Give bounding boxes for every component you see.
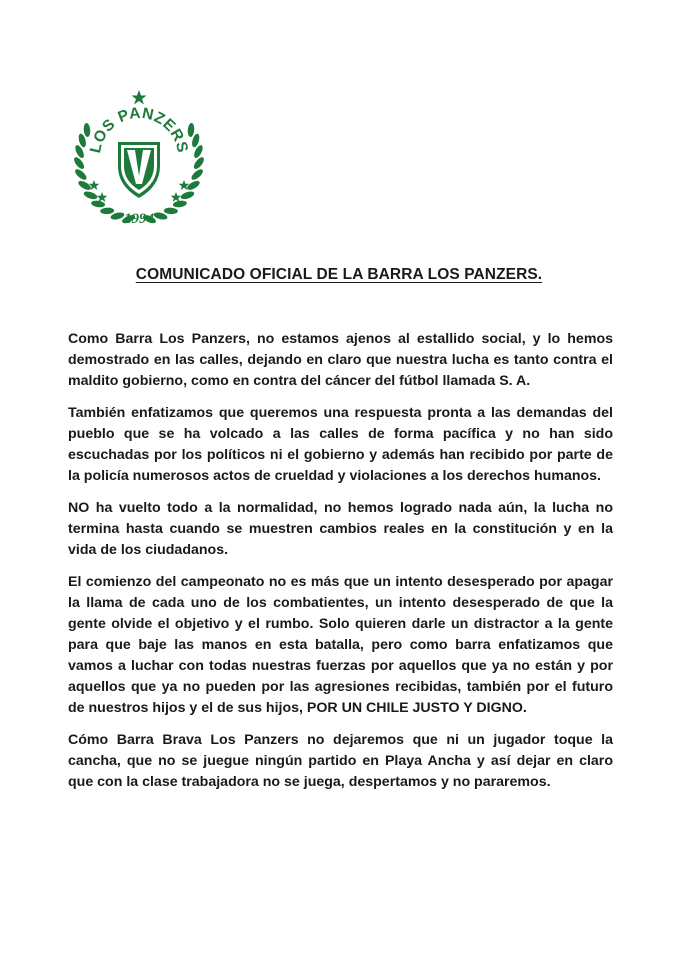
shield-emblem-icon [118,142,160,198]
paragraph: Cómo Barra Brava Los Panzers no dejaremos que ni un jugador toque la cancha, que no se juegue ningún partido en Playa Ancha y así dejar en claro que con la clase trabajadora no se juega, despertamos y no pararemos. [68,732,613,790]
logo-text-top: LOS PANZERS [87,104,191,155]
page-title: COMUNICADO OFICIAL DE LA BARRA LOS PANZERS. [135,266,543,283]
star-icon [132,90,147,105]
paragraph: NO ha vuelto todo a la normalidad, no hemos logrado nada aún, la lucha no termina hasta cuando se muestren cambios reales en la constitución y en la vida de los ciudadanos. [68,500,613,558]
laurel-leaf [186,179,201,192]
paragraph: El comienzo del campeonato no es más que un intento desesperado por apagar la llama de cada uno de los combatientes, un intento desesperado de que la gente olvide el objetivo y el rumbo. Solo quieren darle un distractor a la gente para que baje las manos en esta batalla, pero como barra enfatizamos que vamos a luchar con todas nuestras fuerzas por aquellos que ya no están y por aquellos que ya no pueden por las agresiones recibidas, también por el futuro de nuestros hijos y el de sus hijos, POR UN CHILE JUSTO Y DIGNO. [68,574,613,716]
laurel-leaf [192,156,206,171]
paragraph: Como Barra Los Panzers, no estamos ajenos al estallido social, y lo hemos demostrado en las calles, dejando en claro que nuestra lucha es tanto contra el maldito gobierno, como en contra del cáncer del fútbol llamada S. A. [68,331,613,389]
logo-year: 1994 [124,211,154,227]
laurel-leaf [77,179,92,192]
laurel-leaf [83,190,98,201]
laurel-leaf [91,200,106,208]
laurel-leaf [72,156,86,171]
laurel-leaf [187,123,195,138]
laurel-leaf [173,200,188,208]
laurel-leaf [164,207,178,214]
laurel-leaf [180,190,195,201]
los-panzers-logo [66,84,212,230]
laurel-leaf [73,167,88,181]
laurel-leaf [83,123,91,138]
laurel-leaf [190,167,205,181]
communique-body [68,329,613,804]
paragraph: También enfatizamos que queremos una respuesta pronta a las demandas del pueblo que se ha volcado a las calles de forma pacífica y no han sido escuchadas por los políticos ni el gobierno y además han recibido por parte de la policía numerosos actos de crueldad y violaciones a los derechos humanos. [68,405,613,484]
laurel-leaf [100,207,114,214]
